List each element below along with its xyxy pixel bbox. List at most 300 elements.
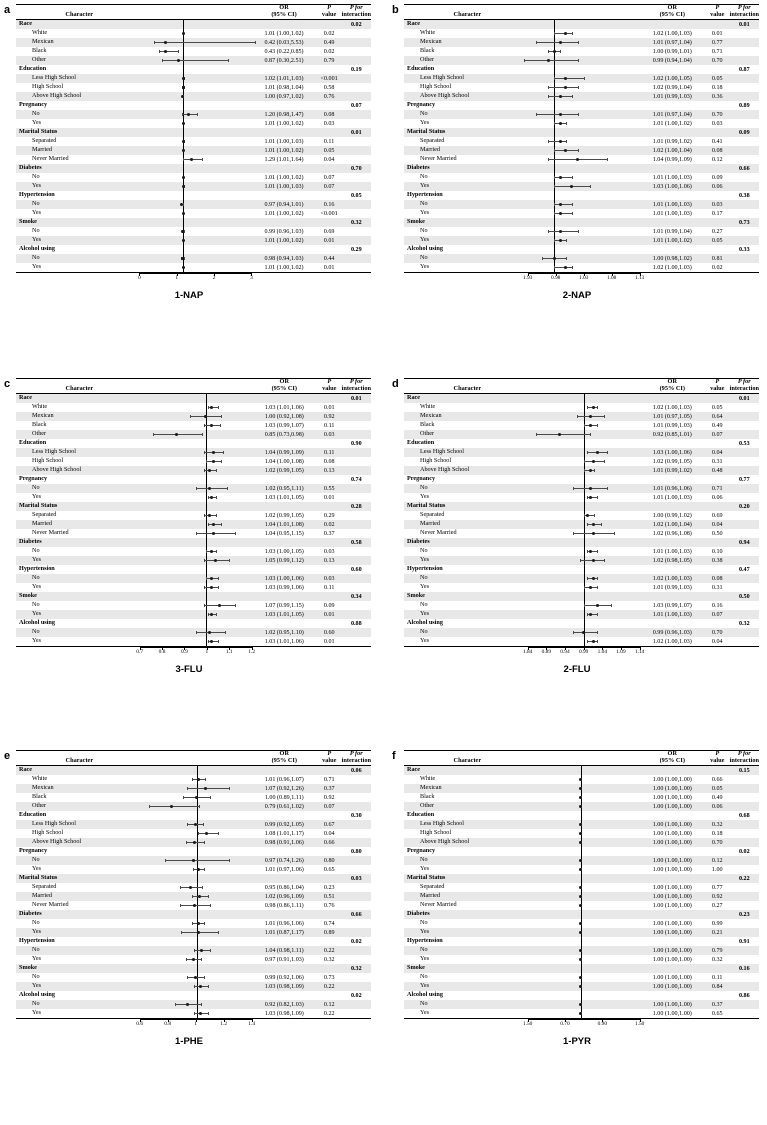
group-plot-cell [140,811,252,820]
row-label: Yes [404,865,528,874]
row-or: 1.01 (1.00,1.02) [251,173,316,182]
group-p-interaction: 0.09 [730,128,759,137]
table-row [16,484,371,493]
row-p-interaction [730,47,759,56]
table-row [404,919,759,928]
row-p-interaction [730,493,759,502]
group-label: Pregnancy [404,101,528,110]
row-p: 0.08 [705,574,730,583]
table-row [404,119,759,128]
group-p-interaction: 0.16 [730,964,759,973]
row-p-interaction [342,511,371,520]
row-label: Yes [404,928,528,937]
row-label: Above High School [404,838,528,847]
row-or: 0.92 (0.85,1.01) [640,430,705,439]
row-or: 0.99 (0.96,1.03) [640,628,705,637]
group-plot-cell [528,592,640,601]
table-row [16,946,371,955]
group-or [640,964,705,973]
row-p: 0.49 [317,38,342,47]
x-tick-label: 0.70 [560,1021,570,1028]
group-plot-cell [528,218,640,227]
row-p-interaction [342,973,371,982]
row-or: 1.02 (0.99,1.05) [640,457,705,466]
table-row [404,200,759,209]
row-plot-cell [528,146,640,155]
group-row [16,20,371,30]
table-row [16,146,371,155]
x-tick-label: 1.13 [634,275,645,282]
group-p [317,937,342,946]
group-row [404,245,759,254]
row-plot-cell [528,982,640,991]
row-plot-cell [140,547,252,556]
row-or: 1.01 (0.97,1.06) [252,865,317,874]
row-p-interaction [730,973,759,982]
panel-b [392,4,762,301]
row-label: High School [16,829,140,838]
row-p: 0.11 [705,973,730,982]
group-row [404,619,759,628]
row-p: 0.79 [317,56,342,65]
row-p-interaction [342,955,371,964]
row-p-interaction [730,856,759,865]
row-or: 0.97 (0.91,1.03) [252,955,317,964]
x-axis [139,273,251,287]
row-label: No [16,484,140,493]
group-p [317,565,342,574]
row-plot-cell [139,200,251,209]
row-p: 0.08 [317,457,342,466]
row-p-interaction [342,83,371,92]
group-plot-cell [140,502,252,511]
row-p-interaction [730,901,759,910]
row-or: 1.02 (0.99,1.05) [252,511,317,520]
row-label: No [404,856,528,865]
row-label: No [404,1000,528,1009]
row-label: No [16,973,140,982]
group-label: Pregnancy [16,847,140,856]
group-plot-cell [139,128,251,137]
row-plot-cell [139,173,251,182]
group-or [252,964,317,973]
group-p [705,101,730,110]
table-row [16,263,371,273]
header-plot [528,5,640,20]
row-p-interaction [730,601,759,610]
table-row [16,856,371,865]
group-or [640,619,705,628]
group-row [404,475,759,484]
row-plot-cell [139,146,251,155]
row-label: High School [404,83,528,92]
group-row [16,65,371,74]
group-label: Alcohol using [404,991,528,1000]
table-row [16,511,371,520]
row-p: 0.12 [705,155,730,164]
row-label: Yes [404,209,528,218]
row-or: 1.01 (0.99,1.02) [640,466,705,475]
row-p-interaction [730,412,759,421]
row-label: No [16,856,140,865]
row-or: 1.03 (0.99,1.06) [252,583,317,592]
x-tick-label: 0.89 [541,649,552,656]
group-row [404,874,759,883]
group-label: Smoke [404,592,528,601]
row-label: Yes [16,209,139,218]
row-plot-cell [528,29,640,38]
row-p-interaction [342,556,371,565]
table-row [404,883,759,892]
row-plot-cell [140,982,252,991]
row-label: Less High School [404,448,528,457]
row-p: 0.76 [317,901,342,910]
row-or: 0.95 (0.86,1.04) [252,883,317,892]
row-p-interaction [342,802,371,811]
row-label: Yes [404,610,528,619]
group-p-interaction: 0.01 [730,394,759,404]
row-plot-cell [139,155,251,164]
group-row [404,910,759,919]
group-p [705,910,730,919]
group-p [317,847,342,856]
row-plot-cell [140,403,252,412]
group-plot-cell [139,218,251,227]
group-row [404,592,759,601]
group-or [252,937,317,946]
group-row [404,937,759,946]
panel-f [392,750,762,1047]
row-p-interaction [730,775,759,784]
row-label: Never Married [16,901,140,910]
row-label: Yes [16,865,140,874]
row-p: 0.51 [317,892,342,901]
table-row [404,403,759,412]
group-p [705,592,730,601]
row-or: 1.01 (0.97,1.04) [640,38,705,47]
row-plot-cell [140,955,252,964]
group-p-interaction: 0.06 [342,766,371,776]
x-tick-label: 1.09 [616,649,626,656]
row-p-interaction [342,457,371,466]
row-p: 0.80 [317,856,342,865]
row-label: No [404,547,528,556]
row-or: 1.01 (0.97,1.05) [640,412,705,421]
row-p-interaction [342,628,371,637]
group-or [252,565,317,574]
x-tick-label: 0.90 [597,1021,608,1028]
group-row [16,592,371,601]
row-or: 1.00 (1.00,1.00) [640,802,705,811]
row-or: 0.99 (0.92,1.06) [252,973,317,982]
group-plot-cell [140,439,252,448]
row-p-interaction [730,403,759,412]
row-p: 0.18 [705,83,730,92]
x-tick-label: 0.8 [164,1021,172,1028]
row-or: 1.02 (1.00,1.05) [640,74,705,83]
group-p [705,811,730,820]
row-p: 0.22 [317,1009,342,1019]
row-p-interaction [730,793,759,802]
group-p-interaction: 0.19 [342,65,371,74]
row-p: 0.05 [705,403,730,412]
row-or: 1.00 (1.00,1.00) [640,919,705,928]
panel-caption: 1-PHE [175,1036,203,1048]
group-label: Race [16,20,139,30]
group-row [404,191,759,200]
group-plot-cell [139,20,251,30]
group-label: Diabetes [16,910,140,919]
row-p: 0.48 [705,466,730,475]
row-plot-cell [140,448,252,457]
row-p: 0.06 [705,493,730,502]
row-p: 0.01 [317,637,342,647]
row-p-interaction [342,529,371,538]
group-p [317,394,342,404]
x-tick-label: 0.7 [136,649,144,656]
row-label: Never Married [16,529,140,538]
group-label: Education [404,65,528,74]
table-row [16,973,371,982]
row-label: Separated [16,883,140,892]
row-plot-cell [528,610,640,619]
group-or [252,538,317,547]
row-p: 0.69 [317,227,342,236]
table-row [404,155,759,164]
group-p [317,101,342,110]
row-or: 1.00 (0.89,1.11) [252,793,317,802]
row-plot-cell [139,110,251,119]
row-label: No [16,254,139,263]
row-label: Above High School [404,466,528,475]
row-p: 0.50 [705,529,730,538]
row-label: Yes [404,955,528,964]
row-label: White [16,403,140,412]
row-p: 0.12 [317,1000,342,1009]
table-row [404,263,759,273]
row-label: Married [16,892,140,901]
group-row [16,874,371,883]
table-row [16,520,371,529]
row-plot-cell [140,529,252,538]
row-p: 0.71 [705,47,730,56]
table-row [16,110,371,119]
group-plot-cell [139,245,251,254]
row-p-interaction [342,421,371,430]
row-p-interaction [730,883,759,892]
group-label: Diabetes [16,538,140,547]
row-label: No [404,574,528,583]
row-or: 1.02 (1.01,1.03) [251,74,316,83]
row-label: Above High School [16,92,139,101]
row-p: 0.05 [705,236,730,245]
group-p [705,218,730,227]
group-plot-cell [528,164,640,173]
group-label: Marital Status [16,128,139,137]
row-p-interaction [342,119,371,128]
row-plot-cell [528,820,640,829]
row-p-interaction [730,466,759,475]
row-p-interaction [342,484,371,493]
table-row [16,254,371,263]
row-label: White [404,403,528,412]
table-row [16,919,371,928]
table-row [404,466,759,475]
row-p-interaction [730,610,759,619]
row-p-interaction [730,784,759,793]
row-or: 1.01 (1.00,1.02) [251,236,316,245]
header-p-interaction: P for interaction [730,751,759,766]
table-row [404,901,759,910]
group-p [317,874,342,883]
row-label: No [404,601,528,610]
header-p: P value [317,751,342,766]
row-label: Black [16,47,139,56]
row-plot-cell [528,583,640,592]
row-or: 1.02 (1.00,1.04) [640,146,705,155]
row-plot-cell [528,928,640,937]
row-p: 0.16 [705,601,730,610]
row-p: 0.79 [705,946,730,955]
table-row [16,601,371,610]
row-p-interaction [342,919,371,928]
row-label: No [16,1000,140,1009]
table-row [404,182,759,191]
group-p [705,439,730,448]
group-row [404,128,759,137]
row-plot-cell [139,263,251,273]
row-or: 0.98 (0.86,1.11) [252,901,317,910]
group-row [16,910,371,919]
row-or: 1.01 (0.87,1.17) [252,928,317,937]
group-p-interaction: 0.32 [342,218,371,227]
row-or: 1.29 (1.01,1.64) [251,155,316,164]
table-row [404,556,759,565]
row-plot-cell [528,173,640,182]
table-row [16,92,371,101]
row-plot-cell [140,892,252,901]
row-label: Mexican [16,784,140,793]
row-p: 0.16 [317,200,342,209]
row-p: <0.001 [317,74,342,83]
table-row [16,1009,371,1019]
table-row [16,236,371,245]
panel-e [4,750,374,1047]
row-p: 0.03 [317,119,342,128]
row-label: No [404,227,528,236]
group-p-interaction: 0.87 [730,65,759,74]
x-tick-label: 1 [194,1021,198,1028]
axis-row [16,1019,371,1036]
row-plot-cell [140,574,252,583]
x-tick-label: 1.1 [225,649,233,656]
row-label: Mexican [404,412,528,421]
row-plot-cell [528,547,640,556]
row-or: 1.00 (1.00,1.00) [640,946,705,955]
group-label: Alcohol using [16,245,139,254]
group-label: Smoke [16,592,140,601]
table-row [404,448,759,457]
group-p [705,538,730,547]
group-or [640,164,705,173]
group-or [251,218,316,227]
group-or [640,101,705,110]
x-tick-label: 1.84 [522,649,533,656]
group-p-interaction: 0.32 [730,619,759,628]
table-row [16,628,371,637]
row-or: 1.03 (1.01,1.06) [252,637,317,647]
row-or: 1.02 (0.95,1.11) [252,484,317,493]
row-p: 0.67 [317,820,342,829]
row-p: 0.41 [705,137,730,146]
row-p: 0.22 [317,946,342,955]
row-p-interaction [730,511,759,520]
panel-letter: a [4,4,11,16]
group-label: Diabetes [16,164,139,173]
row-plot-cell [528,628,640,637]
table-row [16,29,371,38]
row-or: 1.01 (1.00,1.02) [640,119,705,128]
group-plot-cell [528,937,640,946]
forest-table [404,4,759,289]
row-label: High School [404,829,528,838]
table-row [16,901,371,910]
row-p-interaction [730,254,759,263]
group-or [251,65,316,74]
table-row [404,457,759,466]
group-or [252,439,317,448]
group-label: Pregnancy [16,101,139,110]
group-plot-cell [528,439,640,448]
row-plot-cell [139,182,251,191]
group-row [404,847,759,856]
group-plot-cell [528,65,640,74]
row-p: 0.29 [317,511,342,520]
table-row [16,1000,371,1009]
x-tick-label: 1.08 [606,275,617,282]
row-p-interaction [730,56,759,65]
row-p-interaction [342,1000,371,1009]
row-label: Mexican [16,412,140,421]
group-label: Education [404,439,528,448]
row-plot-cell [528,775,640,784]
group-plot-cell [140,475,252,484]
row-p: 0.05 [705,74,730,83]
group-p-interaction: 0.68 [730,811,759,820]
row-p: 0.02 [317,29,342,38]
row-p: 0.03 [317,547,342,556]
row-label: No [404,173,528,182]
group-plot-cell [528,538,640,547]
row-p-interaction [342,856,371,865]
row-p: 0.60 [317,628,342,637]
table-row [404,928,759,937]
group-row [404,502,759,511]
group-p [705,847,730,856]
row-p-interaction [730,29,759,38]
row-p-interaction [730,421,759,430]
row-or: 1.00 (1.00,1.00) [640,820,705,829]
group-or [252,811,317,820]
row-plot-cell [140,421,252,430]
row-or: 1.03 (1.01,1.05) [252,610,317,619]
table-row [404,946,759,955]
row-or: 1.04 (1.01,1.08) [252,520,317,529]
row-label: Yes [16,1009,140,1019]
x-tick-label: 0 [138,275,141,282]
row-label: No [404,946,528,955]
table-row [16,412,371,421]
